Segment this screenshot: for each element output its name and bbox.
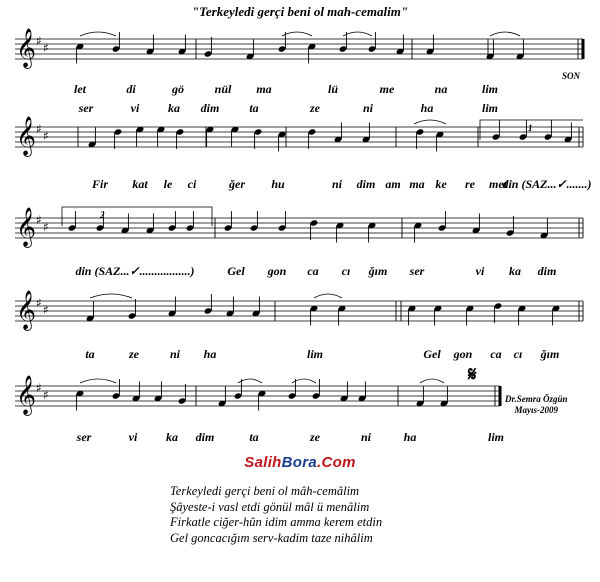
lyric-syllable: ni	[169, 347, 181, 361]
lyric-syllable: Gel	[423, 347, 441, 361]
sharp-icon: ♯	[43, 41, 49, 55]
lyric-syllable: nül	[214, 82, 232, 96]
website-part-3: .Com	[317, 454, 356, 471]
lyric-syllable: ca	[307, 264, 319, 278]
lyric-syllable: ta	[249, 101, 259, 115]
lyric-syllable: le	[163, 177, 173, 191]
lyric-syllable: let	[74, 82, 86, 96]
slur	[282, 32, 312, 36]
lyric-line: Şâyeste-i vasl etdi gönül mâl ü menâlim	[170, 499, 370, 514]
slur	[420, 379, 444, 383]
slur	[90, 294, 132, 298]
son-label: SON	[562, 71, 581, 81]
lyric-syllable: din (SAZ...✓.................)	[75, 264, 195, 278]
slur	[80, 32, 116, 36]
lyric-syllable: ni	[360, 430, 372, 444]
slur	[490, 32, 520, 36]
website-logo	[0, 454, 600, 471]
lyric-syllable: dim	[200, 101, 220, 115]
slur	[414, 120, 446, 124]
lyric-syllable: ca	[490, 347, 502, 361]
sharp-icon: ♯	[36, 122, 42, 136]
lyric-syllable: lim	[481, 82, 499, 96]
lyric-syllable: din (SAZ...✓.......)	[502, 177, 592, 191]
arranger-credit	[505, 394, 568, 416]
lyric-line: Terkeyledi gerçi beni ol mâh-cemâlim	[170, 484, 360, 498]
song-title: "Terkeyledi gerçi beni ol mah-cemalim"	[191, 4, 409, 19]
lyric-syllable: ke	[435, 177, 447, 191]
sharp-icon: ♯	[43, 129, 49, 143]
lyric-syllable: ha	[403, 430, 417, 444]
lyric-syllable: lim	[487, 430, 505, 444]
lyric-syllable: Gel	[227, 264, 245, 278]
lyric-syllable: ğım	[368, 264, 388, 278]
sharp-icon: ♯	[43, 220, 49, 234]
lyric-syllable: ta	[85, 347, 95, 361]
arranger-name: Dr.Semra Özgün	[505, 394, 568, 404]
lyric-line: Gel goncacığım serv-kadim taze nihâlim	[170, 530, 373, 545]
lyric-syllable: vi	[128, 430, 138, 444]
volta-2-label: 2	[100, 210, 105, 220]
sharp-icon: ♯	[36, 296, 42, 310]
lyric-syllable: na	[434, 82, 448, 96]
lyric-syllable: gon	[267, 264, 287, 278]
lyric-syllable: ha	[203, 347, 217, 361]
lyric-syllable: ser	[409, 264, 425, 278]
sharp-icon: ♯	[43, 303, 49, 317]
lyric-syllable: ni	[362, 101, 374, 115]
lyric-syllable: am	[385, 177, 401, 191]
volta-1-label: 1	[528, 123, 533, 133]
lyric-syllable: hu	[271, 177, 285, 191]
sharp-icon: ♯	[36, 213, 42, 227]
lyric-syllable: ze	[310, 101, 320, 115]
sharp-icon: ♯	[36, 34, 42, 48]
treble-clef-icon: 𝄞	[16, 375, 37, 415]
lyric-syllable: gon	[453, 347, 473, 361]
lyric-syllable: ka	[509, 264, 521, 278]
arranger-date: Mayıs-2009	[514, 405, 559, 415]
sharp-icon: ♯	[36, 381, 42, 395]
lyric-syllable: re	[465, 177, 475, 191]
lyric-syllable: dim	[537, 264, 557, 278]
lyric-syllable: ğer	[229, 177, 245, 191]
lyric-syllable: ta	[249, 430, 259, 444]
lyric-syllable: cı	[341, 264, 351, 278]
lyric-syllable: lü	[327, 82, 339, 96]
lyric-syllable: ka	[168, 101, 180, 115]
treble-clef-icon: 𝄞	[16, 28, 37, 68]
lyric-syllable: ze	[310, 430, 320, 444]
lyric-syllable: ha	[420, 101, 434, 115]
lyric-syllable: met	[489, 177, 507, 191]
lyric-line: Firkatle ciğer-hûn idim amma kerem etdin	[170, 515, 383, 529]
lyric-syllable: ser	[78, 101, 94, 115]
slur	[80, 379, 116, 383]
website-part-2: Bora	[281, 454, 318, 471]
treble-clef-icon: 𝄞	[16, 116, 37, 156]
lyric-syllable: vi	[130, 101, 140, 115]
lyrics-block	[170, 484, 382, 546]
lyric-syllable: cı	[513, 347, 523, 361]
segno-icon: 𝄋	[468, 362, 477, 386]
lyric-syllable: ze	[129, 347, 139, 361]
lyric-syllable: gö	[172, 82, 184, 96]
treble-clef-icon: 𝄞	[16, 207, 37, 247]
website-part-1: Salih	[244, 454, 282, 471]
lyric-syllable: dim	[195, 430, 215, 444]
lyric-syllable: ma	[409, 177, 425, 191]
lyric-syllable: dim	[356, 177, 376, 191]
lyric-syllable: ni	[331, 177, 343, 191]
lyric-syllable: ka	[166, 430, 178, 444]
sharp-icon: ♯	[43, 388, 49, 402]
lyric-syllable: lim	[306, 347, 324, 361]
lyric-syllable: ser	[76, 430, 92, 444]
slur	[343, 32, 372, 36]
lyric-syllable: vi	[475, 264, 485, 278]
lyric-syllable: me	[379, 82, 395, 96]
lyric-syllable: ğım	[540, 347, 560, 361]
treble-clef-icon: 𝄞	[16, 290, 37, 330]
lyric-syllable: ci	[187, 177, 197, 191]
slur	[314, 294, 342, 298]
lyric-syllable: Fir	[91, 177, 109, 191]
lyric-syllable: lim	[481, 101, 499, 115]
lyric-syllable: di	[126, 82, 136, 96]
lyric-syllable: kat	[132, 177, 148, 191]
lyric-syllable: ma	[256, 82, 272, 96]
